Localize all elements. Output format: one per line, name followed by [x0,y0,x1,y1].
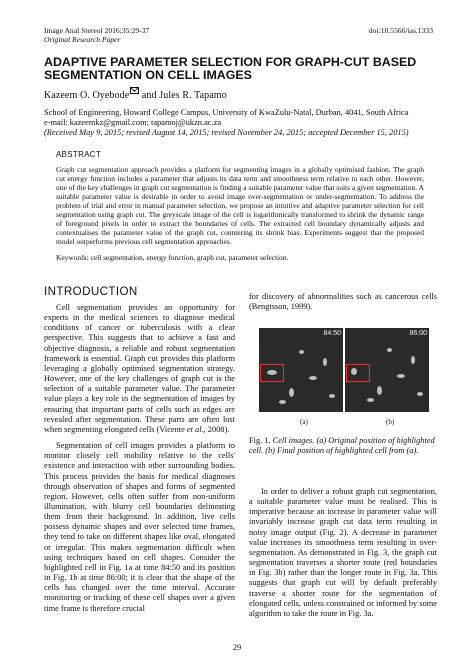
cell [279,400,286,404]
title-line-1: ADAPTIVE PARAMETER SELECTION FOR GRAPH-CUT BASED [44,55,417,69]
journal-citation: Image Anal Stereol 2016;35:29-37 [44,26,150,35]
author-conjunction: and [139,90,160,101]
figure-1 [249,328,437,426]
cell [367,398,374,402]
intro-p1-end: , 2008). [203,424,230,434]
intro-paragraph-2: Segmentation of cell images provides a platform to monitor closely cell mobility relative to the cells' existence and interaction with other surrounding bodies. This process provides the basis for medical diagnoses through observation of shapes and forms of segmented region. However, cells often suffer from non-uniform illumination, with blurry cell boundaries delineating them from their background. In addition, live cells possess dynamic shapes and over selected time frames, they tend to take on different shapes like oval, elongated or irregular. This makes segmentation difficult when using techniques based on cell shapes. Consider the highlighted cell in Fig. 1a at time 84:50 and its position in Fig. 1b at time 86:00; it is clear that the shape of the cells has changed over the time interval. Accurate monitoring or tracking of these cell shapes over a given time frame is therefore crucial [44,441,235,613]
right-paragraph: In order to deliver a robust graph cut segmentation, a suitable parameter value must be realised. This is imperative because an increase in parameter value will invariably increase graph cut data term resulting in noisy image output (Fig. 2). A decrease in parameter value increases its smoothness term resulting in over-segmentation. As demonstrated in Fig. 3, the graph cut segmentation traverses a shorter route (red boundaries in Fig. 3b) rather than the longer route in Fig. 3a. This suggests that graph cut will by default preferably traverse a shorter route for the segmentation of elongated cells, unless constrained or informed by some algorithm to take the route in Fig. 3a. [249,487,437,618]
caption-prefix: Fig. 1. [249,436,273,445]
abstract-section [56,150,424,262]
highlight-box-b [346,364,370,382]
section-heading-introduction: INTRODUCTION [44,285,138,298]
author-1: Kazeem O. Oyebode [44,90,130,101]
affiliation: School of Engineering, Howard College Campus, University of KwaZulu-Natal, Durban, 4041, South Africa [44,108,409,117]
intro-p1-etal: et al. [186,424,204,434]
left-column [44,303,235,614]
cell [323,358,327,366]
email-envelope-icon [130,87,139,94]
highlight-box-a [260,364,284,382]
intro-paragraph-1 [44,303,235,435]
doi[interactable]: doi:10.5566/ias.1333 [368,26,433,35]
subfigure-label-a: (a) [300,418,308,426]
author-2: Jules R. Tapamo [159,90,227,101]
running-header-left [44,26,149,44]
author-emails[interactable]: e-mail: kazeemkz@gmail.com; tapamoj@ukzn.ac.za [44,118,222,128]
figure-1-caption [249,436,437,456]
cell [387,348,392,352]
right-column-bottom [249,487,437,619]
affiliation-block [44,108,444,139]
subfigure-label-b: (b) [386,418,395,426]
cell [377,386,382,395]
timestamp-b: 86:00 [409,330,427,337]
cell [417,392,423,396]
intro-continuation: for discovery of abnormalities such as cancerous cells (Bengtsson, 1999). [249,292,437,312]
author-list [44,87,227,102]
figure-1b-image [345,328,429,412]
keywords: Keywords: cell segmentation, energy function, graph cut, parameter selection. [56,253,289,263]
cell [289,388,294,397]
cell [329,394,335,398]
cell [299,350,304,354]
cell [397,374,405,378]
abstract-heading: ABSTRACT [56,150,102,159]
figure-1a-image [259,328,343,412]
timestamp-a: 84:50 [323,330,341,337]
right-column-top [249,292,437,312]
paper-title [44,56,434,82]
caption-text: Cell images. (a) Original position of highlighted cell. (b) Final position of highlighted cell from (a). [249,436,435,456]
page-number: 29 [232,643,242,652]
intro-p1-text: Cell segmentation provides an opportunity for experts in the medical sciences to diagnose medical conditions of cancer or tuberculosis with a clear perspective. This suggests that to achieve a fast and objective diagnosis, a reliable and robust segmentation framework is essential. Graph cut provides this platform leveraging a globally optimised segmentation strategy. However, one of the key challenges of graph cut is the selection of a suitable parameter value. The parameter value plays a key role in the segmentation of images by ensuring that important parts of cells such as edges are revealed after segmentation. These parts are often lost when segmenting elongated cells (Vicente [44,303,235,434]
received-dates: (Received May 9, 2015; revised August 14, 2015; revised November 24, 2015; accepted December 15, 2015) [44,128,409,138]
article-type: Original Research Paper [44,35,121,44]
abstract-text: Graph cut segmentation approach provides a platform for segmenting images in a globally optimised fashion. The graph cut energy function includes a parameter that adjusts its data term and smoothness term relative to each other. However, one of the key challenges in graph cut segmentation is finding a suitable parameter value that suits a given segmentation. A suitable parameter value is desirable in order to avoid image over-segmentation or under-segmentation. To address the problem of trial and error in manual parameter selection, we propose an intuitive and adaptive parameter selection for cell segmentation using graph cut. The greyscale image of the cell is logarithmically transformed to shrink the dynamic range of foreground pixels in order to extract the boundaries of cells. The extracted cell boundary dynamically adjusts and contextualises the parameter value of the graph cut, countering its shrink bias. Experiments suggest that the proposed model outperforms previous cell segmentation approaches. [56,165,424,247]
cell [309,376,317,380]
cell [411,356,415,364]
title-line-2: SEGMENTATION ON CELL IMAGES [44,68,252,82]
